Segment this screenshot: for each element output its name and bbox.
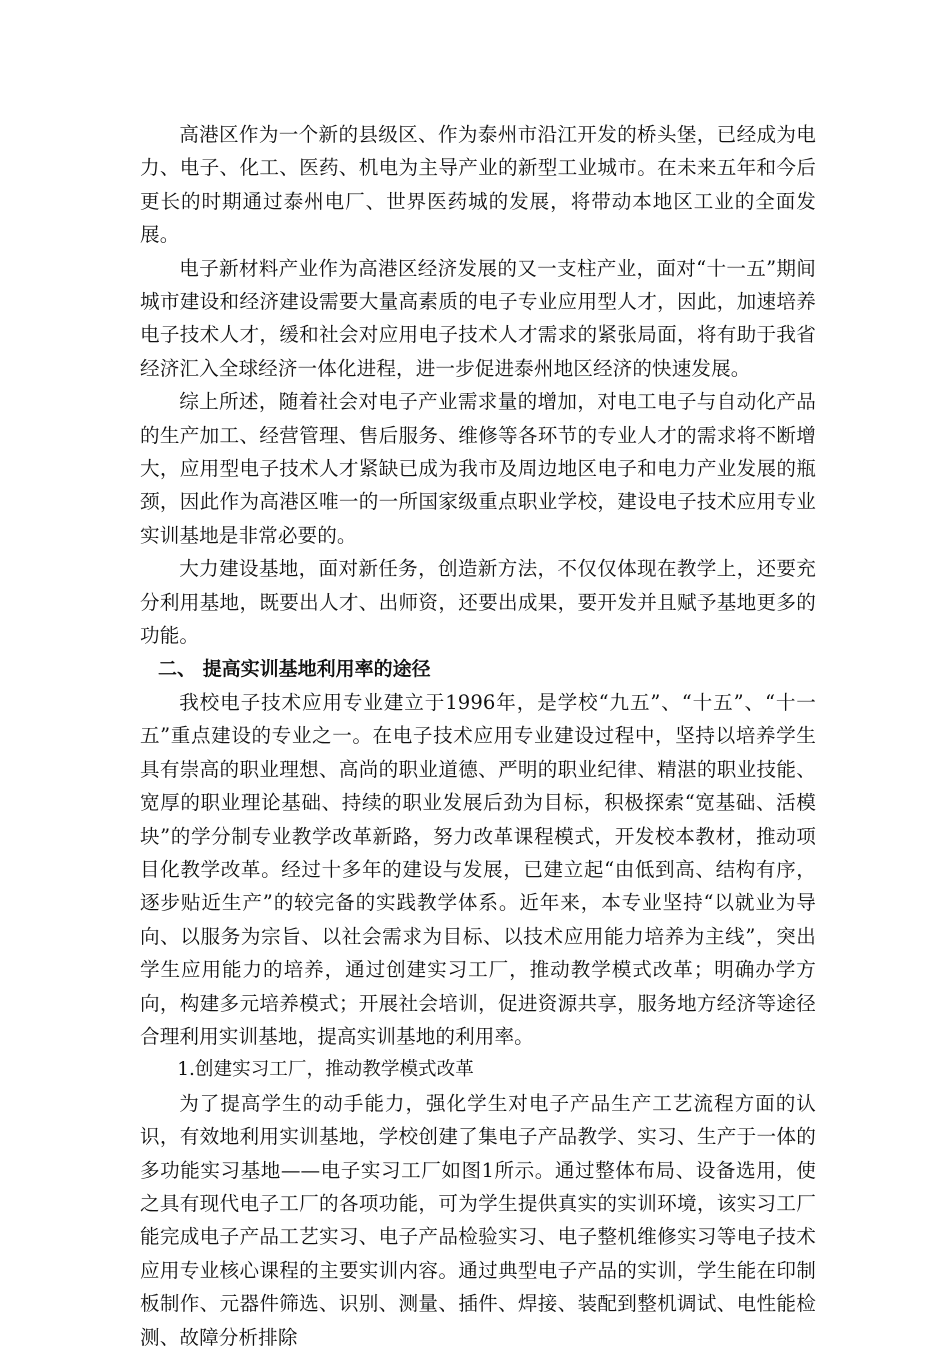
paragraph-overview: 高港区作为一个新的县级区、作为泰州市沿江开发的桥头堡，已经成为电力、电子、化工、医药、机电为主导产业的新型工业城市。在未来五年和今后更长的时期通过泰州电厂、世界医药城的发展，将带动本地区工业的全面发展。 [140,123,816,247]
paragraph-practice-factory: 为了提高学生的动手能力，强化学生对电子产品生产工艺流程方面的认识，有效地利用实训基地，学校创建了集电子产品教学、实习、生产于一体的多功能实习基地——电子实习工厂如图1所示。通过整体布局、设备选用，使之具有现代电子工厂的各项功能，可为学生提供真实的实训环境，该实习工厂能完成电子产品工艺实习、电子产品检验实习、电子整机维修实习等电子技术应用专业核心课程的主要实训内容。通过典型电子产品的实训，学生能在印制板制作、元器件筛选、识别、测量、插件、焊接、装配到整机调试、电性能检测、故障分析排除 [140,1091,816,1349]
paragraph-industry: 电子新材料产业作为高港区经济发展的又一支柱产业，面对“十一五”期间城市建设和经济建设需要大量高素质的电子专业应用型人才，因此，加速培养电子技术人才，缓和社会对应用电子技术人才需求的紧张局面，将有助于我省经济汇入全球经济一体化进程，进一步促进泰州地区经济的快速发展。 [140,256,816,380]
document-page [140,118,816,1354]
paragraph-major-history: 我校电子技术应用专业建立于1996年，是学校“九五”、“十五”、“十一五”重点建设的专业之一。在电子技术应用专业建设过程中，坚持以培养学生具有崇高的职业理想、高尚的职业道德、严明的职业纪律、精湛的职业技能、宽厚的职业理论基础、持续的职业发展后劲为目标，积极探索“宽基础、活模块”的学分制专业教学改革新路，努力改革课程模式，开发校本教材，推动项目化教学改革。经过十多年的建设与发展，已建立起“由低到高、结构有序，逐步贴近生产”的较完备的实践教学体系。近年来，本专业坚持“以就业为导向、以服务为宗旨、以社会需求为目标、以技术应用能力培养为主线”，突出学生应用能力的培养，通过创建实习工厂，推动教学模式改革；明确办学方向，构建多元培养模式；开展社会培训，促进资源共享，服务地方经济等途径合理利用实训基地，提高实训基地的利用率。 [140,690,816,1048]
section-heading: 二、 提高实训基地利用率的途径 [158,657,431,680]
subsection-heading: 1.创建实习工厂，推动教学模式改革 [177,1059,474,1081]
paragraph-summary: 综上所述，随着社会对电子产业需求量的增加，对电工电子与自动化产品的生产加工、经营管理、售后服务、维修等各环节的专业人才的需求将不断增大，应用型电子技术人才紧缺已成为我市及周边地区电子和电力产业发展的瓶颈，因此作为高港区唯一的一所国家级重点职业学校，建设电子技术应用专业实训基地是非常必要的。 [140,390,816,547]
paragraph-base-building: 大力建设基地，面对新任务，创造新方法，不仅仅体现在教学上，还要充分利用基地，既要出人才、出师资，还要出成果，要开发并且赋予基地更多的功能。 [140,557,816,648]
